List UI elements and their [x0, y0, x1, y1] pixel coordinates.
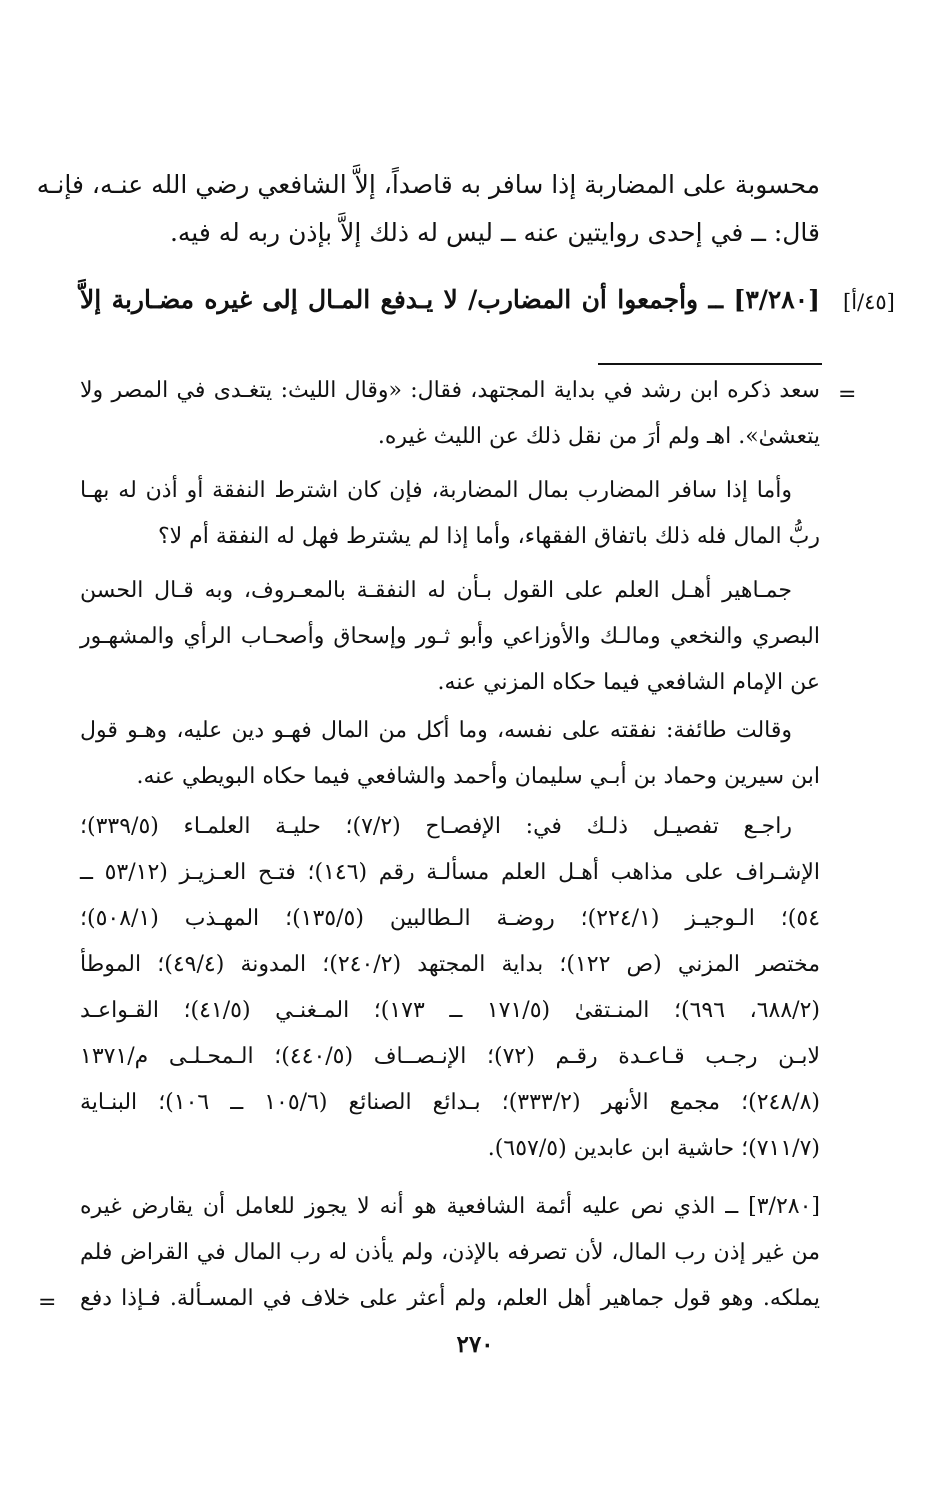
footnote-line: من غير إذن رب المال، لأن تصرفه بالإذن، ولم يأذن له رب المال في القراض فلم [80, 1240, 820, 1265]
reference-line: (٧١١/٧)؛ حاشية ابن عابدين (٦٥٧/٥). [487, 1136, 820, 1161]
reference-line: راجـع تفصيـل ذلـك في: الإفصـاح (٧/٢)؛ حليـة العلمـاء (٣٣٩/٥)؛ [80, 814, 792, 839]
footnote-line: ربُّ المال فله ذلك باتفاق الفقهاء، وأما إذا لم يشترط فهل له النفقة أم لا؟ [157, 524, 820, 549]
footnote-line: عن الإمام الشافعي فيما حكاه المزني عنه. [437, 670, 820, 695]
page-number: ٢٧٠ [456, 1331, 494, 1358]
footnote-line: وقالت طائفة: نفقته على نفسه، وما أكل من المال فهـو دين عليه، وهـو قول [80, 718, 792, 743]
footnote-line: وأما إذا سافر المضارب بمال المضاربة، فإن كان اشترط النفقة أو أذن له بهـا [80, 478, 792, 503]
footnote-line: [٣/٢٨٠] ــ الذي نص عليه أئمة الشافعية هو أنه لا يجوز للعامل أن يقارض غيره [80, 1194, 820, 1219]
main-text-line: قال: ــ في إحدى روايتين عنه ــ ليس له ذلك إلاَّ بإذن ربه له فيه. [169, 218, 820, 247]
footnote-line: يتعشىٰ». اهـ ولم أرَ من نقل ذلك عن الليث غيره. [377, 424, 820, 449]
footnote-separator [598, 363, 822, 365]
reference-line: لابـن رجـب قـاعـدة رقـم (٧٢)؛ الإنـصــاف (٤٤٠/٥)؛ الـمحـلـى م/١٣٧١ [80, 1044, 820, 1069]
continuation-mark: = [838, 382, 857, 407]
margin-folio-marker: [٤٥/أ] [843, 290, 895, 314]
main-text-line: محسوبة على المضاربة إذا سافر به قاصداً، إلاَّ الشافعي رضي الله عنـه، فإنـه [36, 170, 820, 199]
reference-line: مختصر المزني (ص ١٢٢)؛ بداية المجتهد (٢٤٠/٢)؛ المدونة (٤٩/٤)؛ الموطأ [80, 952, 821, 977]
footnote-line: جمـاهير أهـل العلم على القول بـأن له النفقـة بالمعـروف، وبه قـال الحسن [80, 578, 792, 603]
reference-line: ٥٤)؛ الـوجيـز (٢٢٤/١)؛ روضـة الـطالبين (١٣٥/٥)؛ المهـذب (٥٠٨/١)؛ [80, 906, 821, 931]
continuation-mark: = [38, 1290, 57, 1315]
footnote-line: البصري والنخعي ومالـك والأوزاعي وأبو ثـور وإسحاق وأصحـاب الرأي والمشهـور [80, 624, 820, 649]
reference-line: (٢٤٨/٨)؛ مجمع الأنهر (٣٣٣/٢)؛ بـدائع الصنائع (١٠٥/٦ ــ ١٠٦)؛ البنـاية [80, 1090, 820, 1115]
footnote-line: سعد ذكره ابن رشد في بداية المجتهد، فقال: «وقال الليث: يتغـدى في المصر ولا [80, 378, 820, 403]
main-text-line: [٣/٢٨٠] ــ وأجمعوا أن المضارب/ لا يـدفع المـال إلى غيره مضـاربة إلاَّ [80, 285, 820, 314]
reference-line: الإشـراف على مذاهب أهـل العلم مسألـة رقم (١٤٦)؛ فتـح العـزيـز (٥٣/١٢ ــ [80, 860, 820, 885]
footnote-line: يملكه. وهو قول جماهير أهل العلم، ولم أعثر على خلاف في المسـألة. فـإذا دفع [80, 1286, 820, 1311]
footnote-line: ابن سيرين وحماد بن أبـي سليمان وأحمد والشافعي فيما حكاه البويطي عنه. [136, 764, 820, 789]
reference-line: (٦٨٨/٢، ٦٩٦)؛ المنـتقىٰ (١٧١/٥ ــ ١٧٣)؛ المـغنـي (٤١/٥)؛ القـواعـد [80, 998, 820, 1023]
